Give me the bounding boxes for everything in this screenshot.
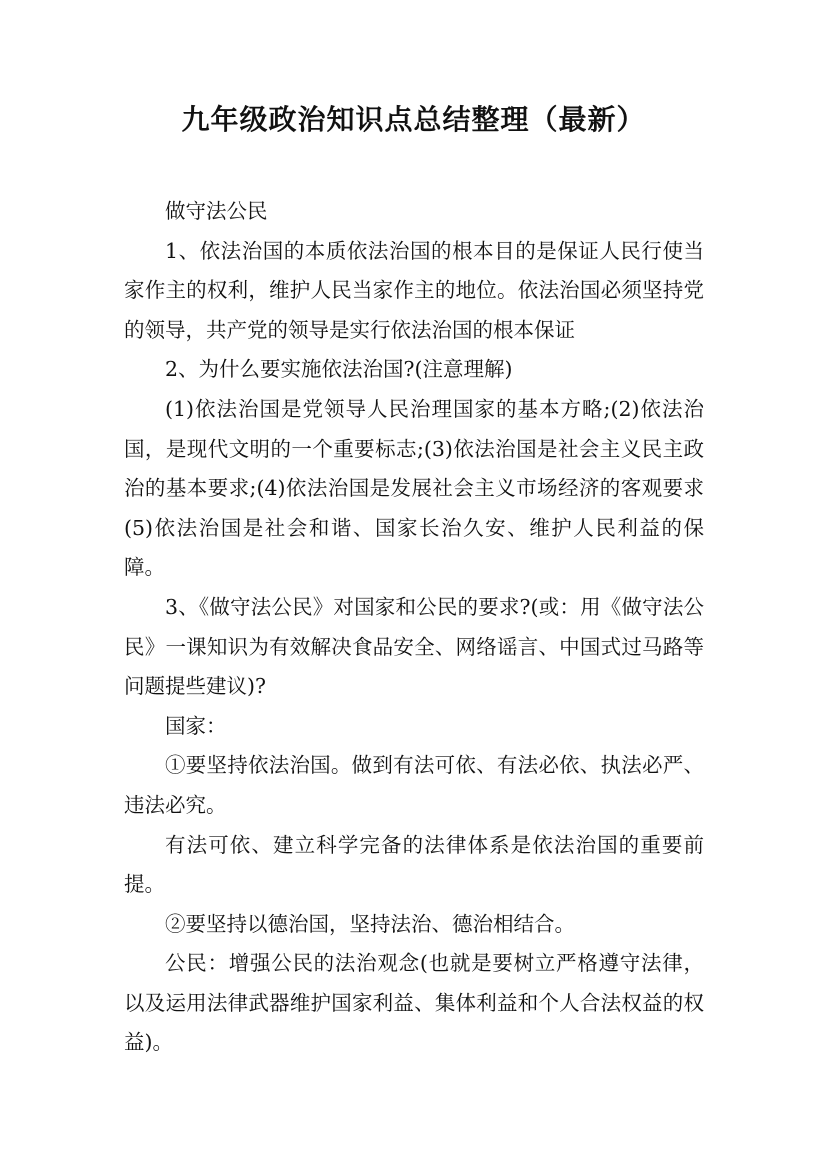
paragraph: 有法可依、建立科学完备的法律体系是依法治国的重要前提。 <box>124 832 704 897</box>
paragraph: (1)依法治国是党领导人民治理国家的基本方略;(2)依法治国，是现代文明的一个重要标志;(3)依法治国是社会主义民主政治的基本要求;(4)依法治国是发展社会主义市场经济的客观要求(5)依法治国是社会和谐、国家长治久安、维护人民利益的保障。 <box>124 396 704 580</box>
paragraph: ②要坚持以德治国，坚持法治、德治相结合。 <box>165 911 575 936</box>
paragraph: ①要坚持依法治国。做到有法可依、有法必依、执法必严、违法必究。 <box>124 753 704 817</box>
document-body <box>124 192 704 1063</box>
paragraph: 国家： <box>165 713 227 738</box>
paragraph: 1、依法治国的本质依法治国的根本目的是保证人民行使当家作主的权利，维护人民当家作主的地位。依法治国必须坚持党的领导，共产党的领导是实行依法治国的根本保证 <box>124 238 704 342</box>
paragraph: 3、《做守法公民》对国家和公民的要求?(或：用《做守法公民》一课知识为有效解决食品安全、网络谣言、中国式过马路等问题提些建议)? <box>124 594 704 699</box>
paragraph: 公民：增强公民的法治观念(也就是要树立严格遵守法律，以及运用法律武器维护国家利益、集体利益和个人合法权益的权益)。 <box>124 951 704 1055</box>
document-title: 九年级政治知识点总结整理（最新） <box>181 103 646 136</box>
section-heading: 做守法公民 <box>165 199 268 223</box>
paragraph: 2、为什么要实施依法治国?(注意理解) <box>165 357 513 382</box>
